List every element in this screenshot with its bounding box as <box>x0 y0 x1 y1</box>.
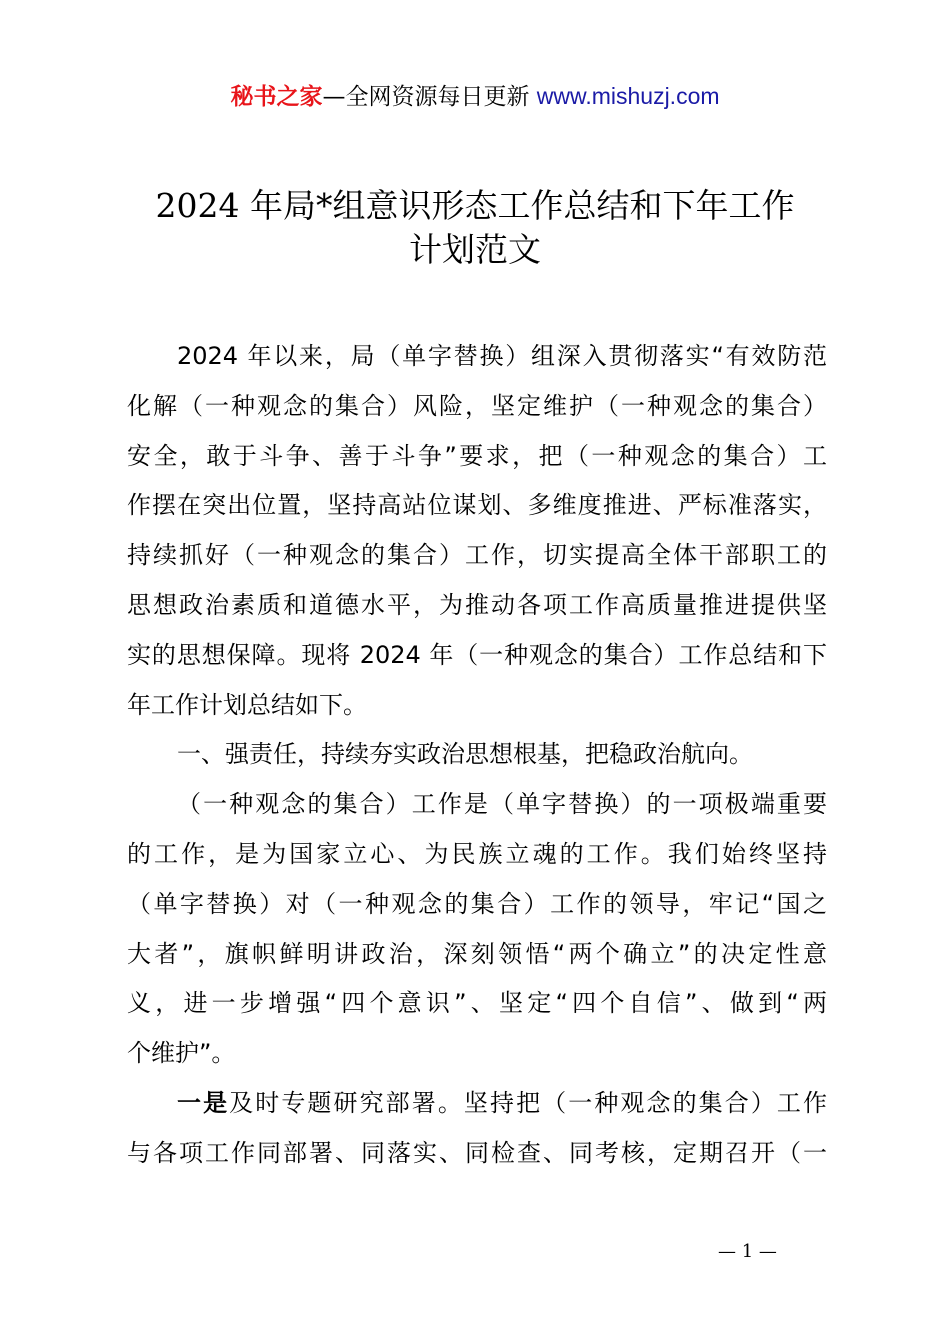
paragraph-line: 个维护”。 <box>127 1039 236 1068</box>
paragraph-line: 思想政治素质和道德水平，为推动各项工作高质量推进提供坚 <box>127 590 827 619</box>
title-line-2: 计划范文 <box>409 230 541 269</box>
brand-name: 秘书之家 <box>230 84 323 110</box>
paragraph-line: 安全，敢于斗争、善于斗争”要求，把（一种观念的集合）工 <box>127 441 827 470</box>
document-title <box>100 184 850 272</box>
paragraph-line: 化解（一种观念的集合）风险，坚定维护（一种观念的集合） <box>127 391 827 420</box>
page-number: — 1 — <box>718 1241 777 1262</box>
paragraph-line: （单字替换）对（一种观念的集合）工作的领导，牢记“国之 <box>127 889 827 918</box>
paragraph-line: 大者”，旗帜鲜明讲政治，深刻领悟“两个确立”的决定性意 <box>127 939 827 968</box>
paragraph-line: 2024 年以来，局（单字替换）组深入贯彻落实“有效防范 <box>177 342 827 370</box>
paragraph-line: 持续抓好（一种观念的集合）工作，切实提高全体干部职工的 <box>127 541 827 570</box>
site-header <box>0 80 950 113</box>
paragraph-line-text: 及时专题研究部署。坚持把（一种观念的集合）工作 <box>229 1088 828 1117</box>
paragraph-line-with-lead <box>127 1079 827 1129</box>
paragraph-line: 与各项工作同部署、同落实、同检查、同考核，定期召开（一 <box>127 1138 827 1167</box>
paragraph-line: （一种观念的集合）工作是（单字替换）的一项极端重要 <box>177 790 827 819</box>
paragraph-line: 作摆在突出位置，坚持高站位谋划、多维度推进、严标准落实， <box>127 491 827 520</box>
title-line-1: 2024 年局*组意识形态工作总结和下年工作 <box>155 186 795 225</box>
bold-lead: 一是 <box>177 1088 230 1117</box>
document-body <box>127 332 827 1179</box>
site-url-link[interactable]: www.mishuzj.com <box>536 83 720 109</box>
section-heading: 一、强责任，持续夯实政治思想根基，把稳政治航向。 <box>177 740 753 769</box>
header-tagline: —全网资源每日更新 <box>322 84 530 110</box>
paragraph-line: 年工作计划总结如下。 <box>127 690 367 719</box>
paragraph-line: 义，进一步增强“四个意识”、坚定“四个自信”、做到“两 <box>127 989 827 1018</box>
paragraph-line: 的工作，是为国家立心、为民族立魂的工作。我们始终坚持 <box>127 839 827 868</box>
paragraph-line: 实的思想保障。现将 2024 年（一种观念的集合）工作总结和下 <box>127 640 827 669</box>
